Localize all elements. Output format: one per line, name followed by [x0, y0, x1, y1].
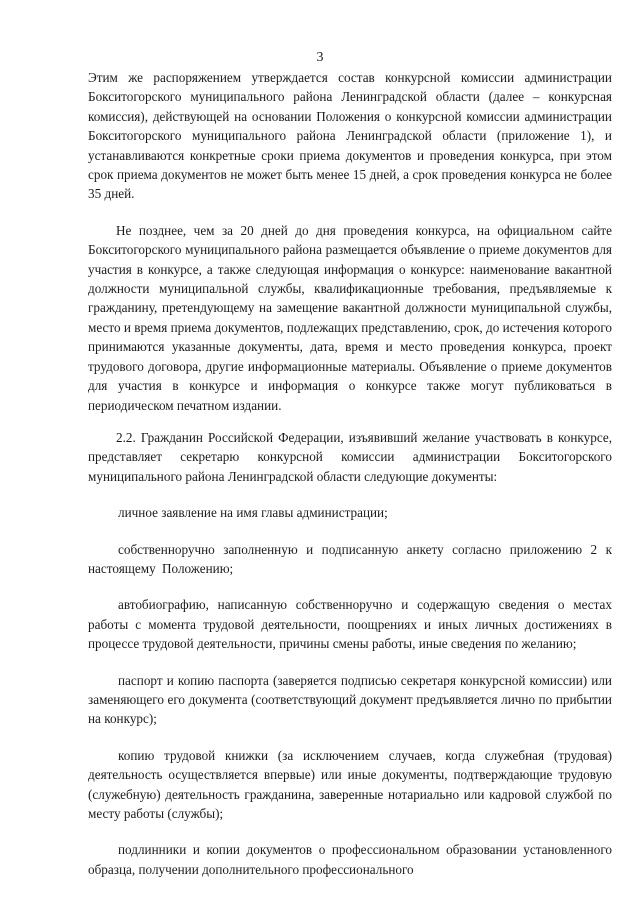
list-item-passport: паспорт и копию паспорта (заверяется подписью секретаря конкурсной комиссии) или заменяющего его документа (соответствующий документ предъявляется лично по прибытии на конкурс); [88, 672, 612, 727]
page-number: 3 [316, 50, 324, 65]
list-item-application: личное заявление на имя главы администрации; [118, 505, 388, 521]
paragraph-announcement: Не позднее, чем за 20 дней до дня проведения конкурса, на официальном сайте Бокситогорского муниципального района размещается объявление о приеме документов для участия в конкурсе, а также следующая информация о конкурсе: наименование вакантной должности муниципальной службы, квалификационные требования, предъявляемые к гражданину, претендующему на замещение вакантной должности муниципальной службы, место и время приема документов, подлежащих представлению, срок, до истечения которого принимаются указанные документы, дата, время и место проведения конкурса, проект трудового договора, другие информационные материалы. Объявление о приеме документов для участия в конкурсе и информация о конкурсе также могут публиковаться в периодическом печатном издании. [88, 222, 612, 413]
list-item-education-documents: подлинники и копии документов о профессиональном образовании установленного образца, получении дополнительного профессионального [88, 842, 612, 877]
list-item-employment-record: копию трудовой книжки (за исключением случаев, когда служебная (трудовая) деятельность осуществляется впервые) или иные документы, подтверждающие трудовую (служебную) деятельность гражданина, заверенные нотариально или кадровой службой по месту работы (службы); [88, 747, 612, 821]
paragraph-section-2-2: 2.2. Гражданин Российской Федерации, изъявивший желание участвовать в конкурсе, представляет секретарю конкурсной комиссии администрации Бокситогорского муниципального района Ленинградской области следующие документы: [88, 429, 612, 484]
list-item-questionnaire: собственноручно заполненную и подписанную анкету согласно приложению 2 к настоящему Положению; [88, 541, 612, 576]
list-item-autobiography: автобиографию, написанную собственноручно и содержащую сведения о местах работы с момента трудовой деятельности, поощрениях и иных личных достижениях в процессе трудовой деятельности, причины смены работы, иные сведения по желанию; [88, 597, 612, 652]
document-body [88, 68, 612, 879]
paragraph-commission: Этим же распоряжением утверждается состав конкурсной комиссии администрации Бокситогорского муниципального района Ленинградской области (далее – конкурсная комиссия), действующей на основании Положения о конкурсной комиссии администрации Бокситогорского муниципального района Ленинградской области (приложение 1), и устанавливаются конкретные сроки приема документов и проведения конкурса, при этом срок приема документов не может быть менее 15 дней, а срок проведения конкурса не более 35 дней. [88, 70, 612, 202]
